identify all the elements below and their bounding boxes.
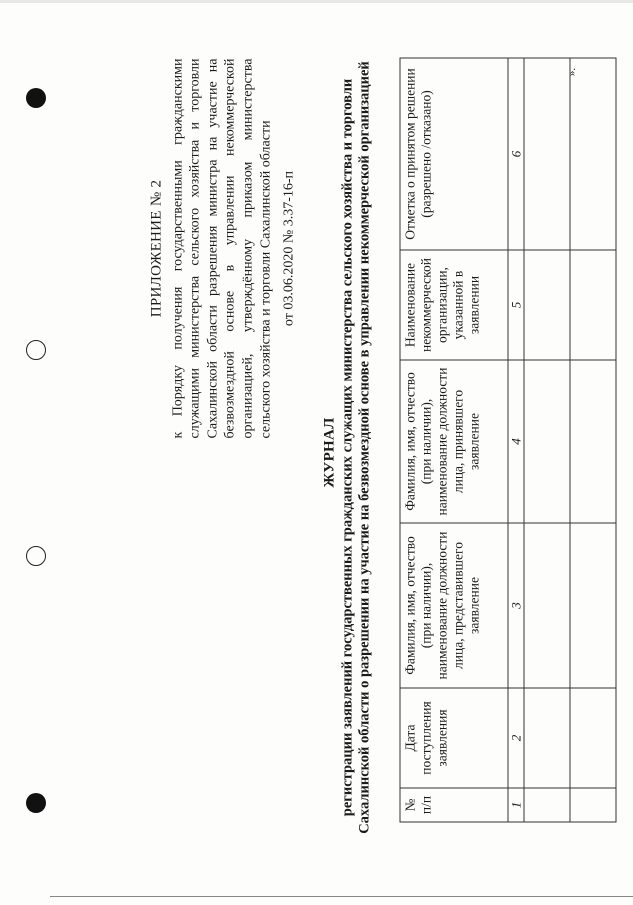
table-header-row — [400, 58, 508, 822]
col-header-organization: Наименование некоммерческой организации, указанной в заявлении — [400, 250, 508, 360]
punch-hole — [26, 340, 46, 360]
table-cell — [524, 360, 570, 523]
col-header-decision: Отметка о принятом решении (разрешено /отказано) — [400, 58, 508, 250]
table-cell — [524, 58, 570, 250]
table-cell — [570, 688, 616, 788]
punch-hole — [26, 88, 46, 108]
col-header-applicant: Фамилия, имя, отчество (при наличии), наименование должности лица, представившего заявление — [400, 523, 508, 688]
table-cell — [524, 788, 570, 822]
column-number: 3 — [508, 523, 524, 688]
column-number-row — [508, 58, 524, 822]
table-cell — [570, 360, 616, 523]
col-header-receiver: Фамилия, имя, отчество (при наличии), наименование должности лица, принявшего заявление — [400, 360, 508, 523]
registration-table — [400, 58, 617, 823]
punch-hole — [26, 793, 46, 813]
table-cell — [570, 250, 616, 360]
col-header-number: № п/п — [400, 788, 508, 822]
column-number: 2 — [508, 688, 524, 788]
appendix-title: ПРИЛОЖЕНИЕ № 2 — [148, 179, 165, 318]
table-cell — [570, 788, 616, 822]
journal-subtitle: регистрации заявлений государственных гражданских служащих министерства сельского хозяйства и торговли Сахалинской области о разрешении на участие на безвозмездной основе в управлении некоммерческой организацией — [339, 61, 372, 834]
column-number: 6 — [508, 58, 524, 250]
column-number: 4 — [508, 360, 524, 523]
table-cell — [524, 688, 570, 788]
table-cell — [524, 250, 570, 360]
scan-edge — [0, 0, 633, 3]
journal-title: ЖУРНАЛ — [321, 417, 338, 488]
table-row — [570, 58, 616, 822]
table-cell — [570, 523, 616, 688]
table-row — [524, 58, 570, 822]
corner-mark: ». — [566, 67, 579, 77]
column-number: 1 — [508, 788, 524, 822]
table-cell — [524, 523, 570, 688]
col-header-date: Дата поступления заявления — [400, 688, 508, 788]
document-page — [57, 33, 582, 873]
appendix-date: от 03.06.2020 № 3.37-16-п — [281, 170, 297, 327]
appendix-text: к Порядку получения государственными гражданскими служащими министерства сельского хозяйства и торговли Сахалинской области разрешения министра на участие на безвозмездной основе в управлении некоммерческой организацией, утверждённому приказом министерства сельского хозяйства и торговли Сахалинской области — [170, 58, 274, 439]
punch-hole — [26, 546, 46, 566]
scan-bottom-line — [50, 896, 633, 897]
appendix-header — [149, 59, 299, 439]
table-cell — [570, 58, 616, 250]
column-number: 5 — [508, 250, 524, 360]
